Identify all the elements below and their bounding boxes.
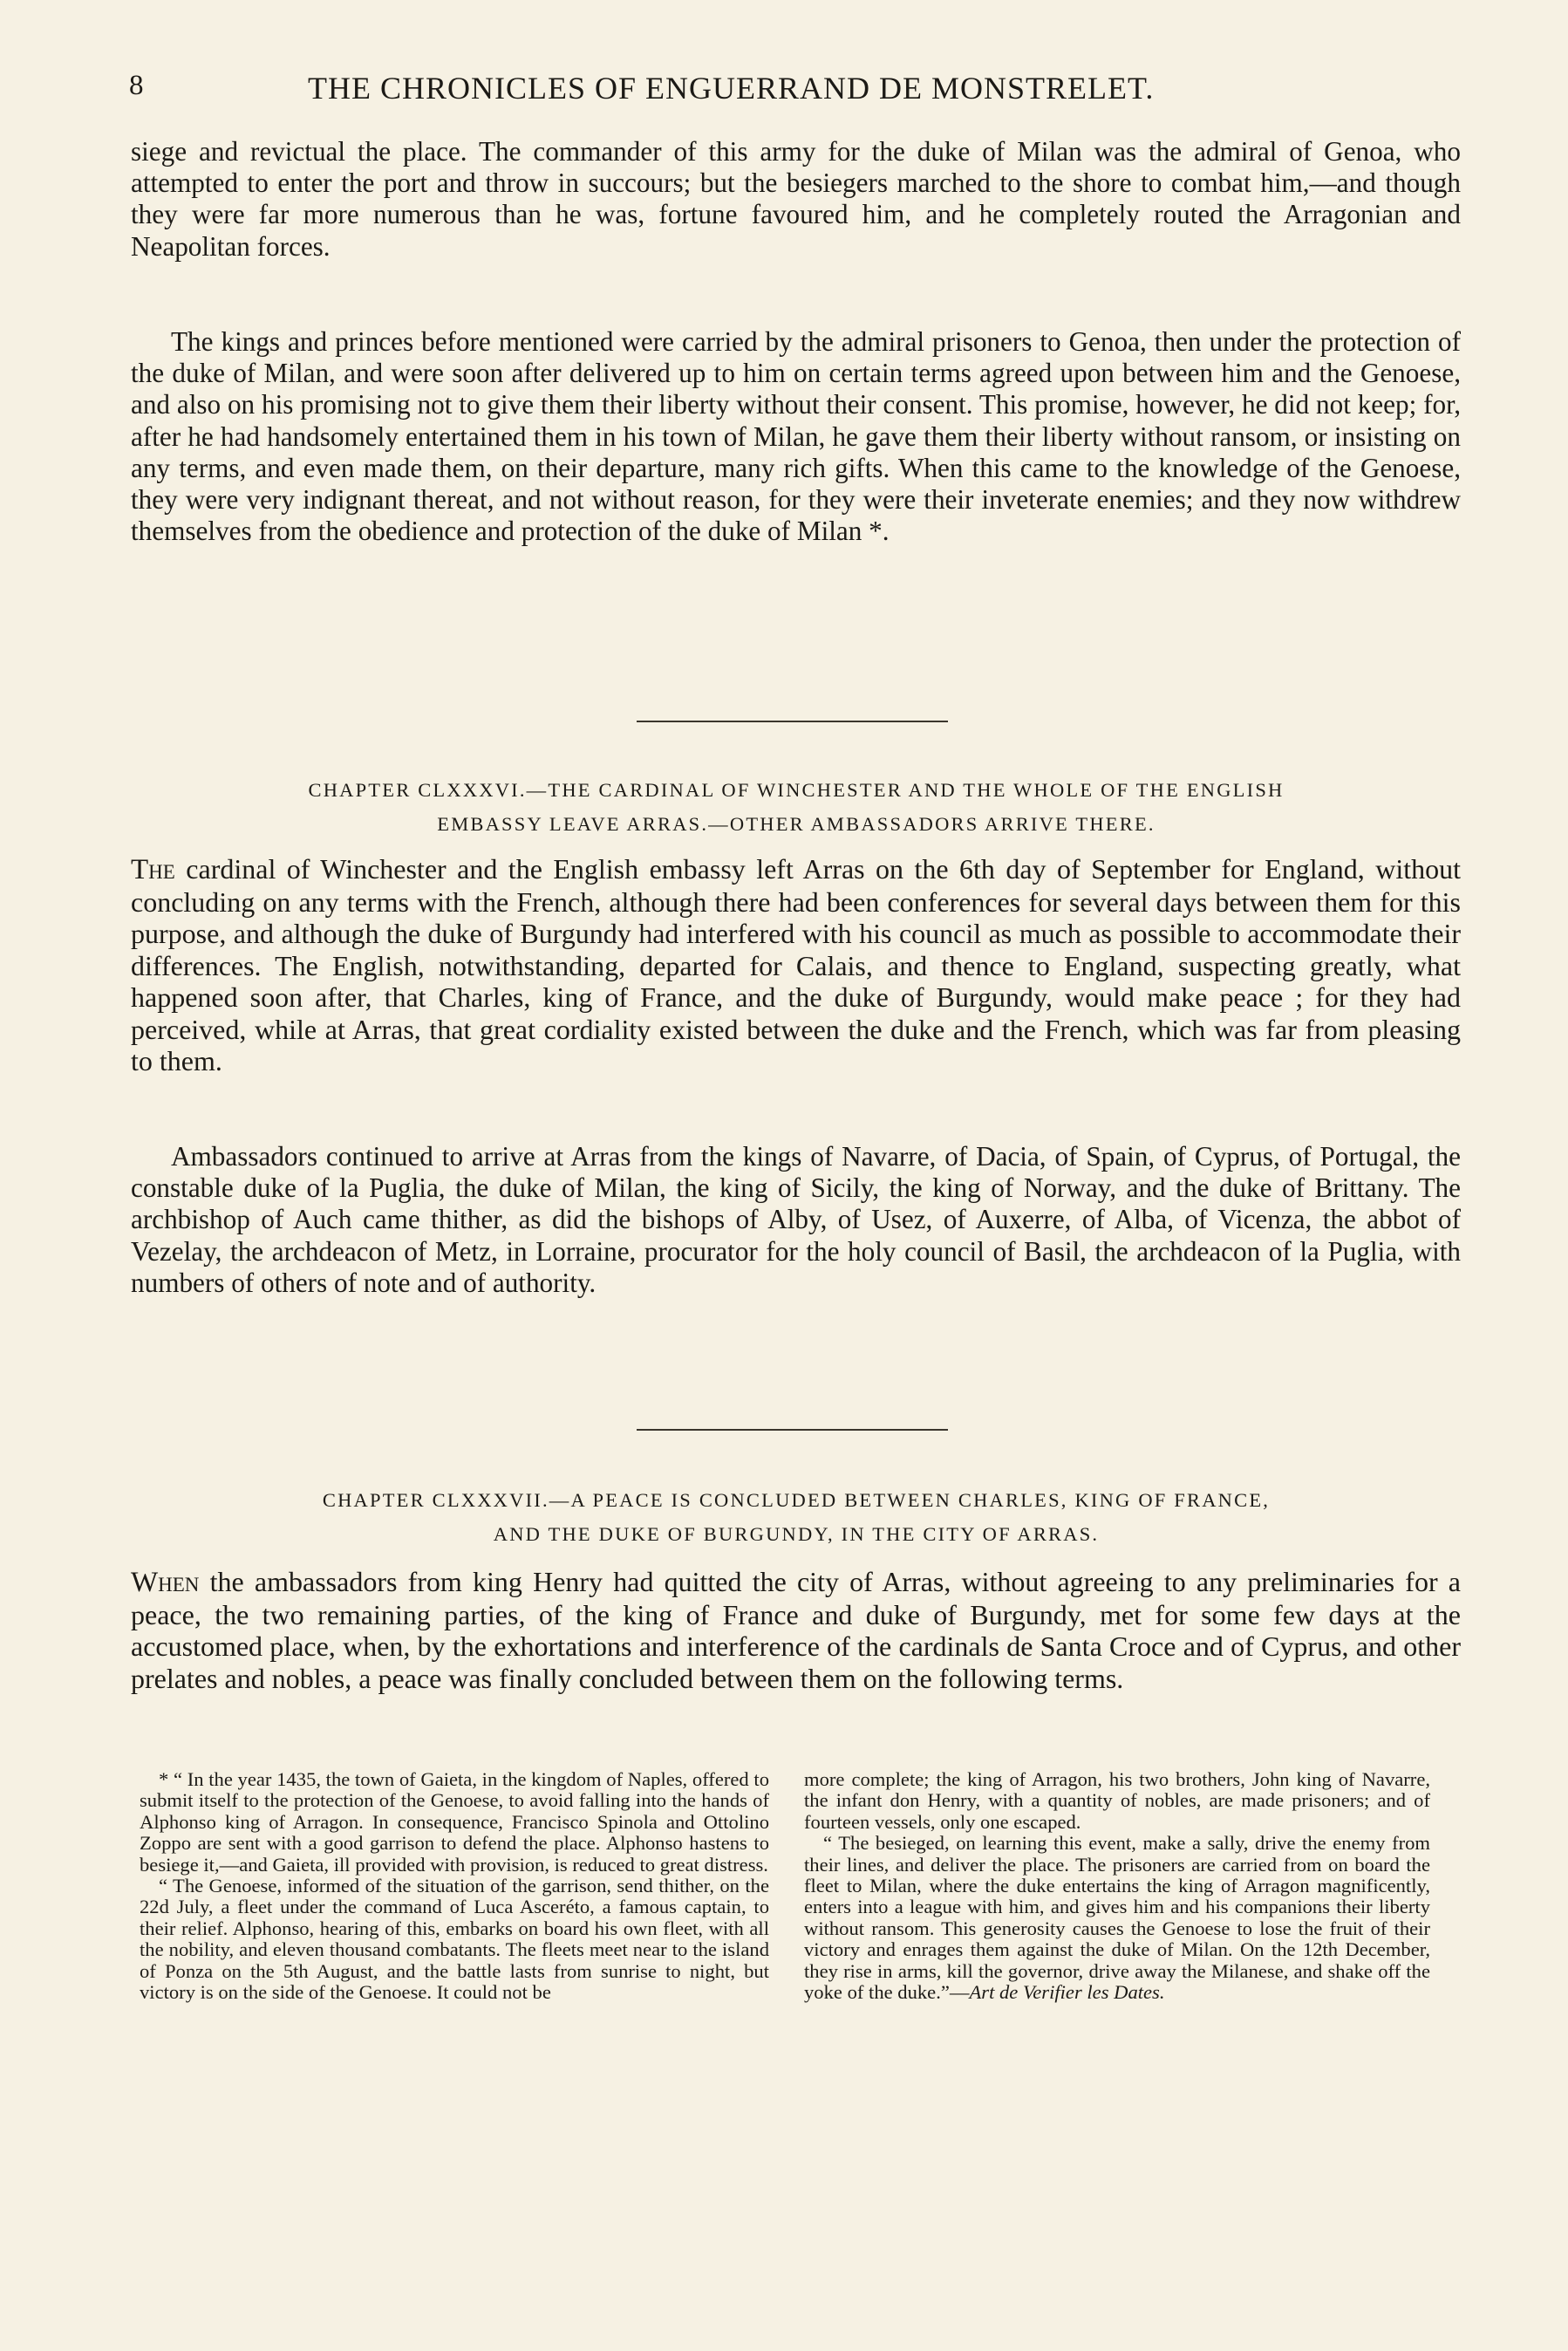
footnote-paragraph: “ The besieged, on learning this event, make a sally, drive the enemy from their lines, and deliver the place. The prisoners are carried from on board the fleet to Milan, where the duke entertains the king of Arragon magnificently, enters into a league with him, and gives him and his companions their liberty without ransom. This generosity causes the Genoese to lose the fruit of their victory and enrages them against the duke of Milan. On the 12th December, they rise in arms, kill the governor, drive away the Milanese, and shake off the yoke of the duke.”—Art de Verifier les Dates. bbox=[804, 1832, 1430, 2004]
chapter-heading-187 bbox=[129, 1483, 1463, 1551]
chapter-187-paragraph: When the ambassadors from king Henry had quitted the city of Arras, without agreeing to any preliminaries for a peace, the two remaining parties, of the king of France and duke of Burgundy, met for some few days at the accustomed place, when, by the exhortations and interference of the cardinals de Santa Croce and of Cyprus, and other prelates and nobles, a peace was finally concluded between them on the following terms. bbox=[131, 1566, 1462, 1694]
footnote-paragraph: * “ In the year 1435, the town of Gaieta, in the kingdom of Naples, offered to submit itself to the protection of the Genoese, to avoid falling into the hands of Alphonso king of Arragon. In consequence, Francisco Spinola and Ottolino Zoppo are sent with a good garrison to defend the place. Alphonso hastens to besiege it,—and Gaieta, ill provided with provision, is reduced to great distress. bbox=[140, 1768, 769, 1876]
chapter-heading-line: CHAPTER CLXXXVI.—THE CARDINAL OF WINCHESTER AND THE WHOLE OF THE ENGLISH bbox=[308, 779, 1285, 801]
section-divider bbox=[637, 1429, 948, 1431]
footnote-column-left bbox=[140, 1769, 769, 2003]
footnotes bbox=[140, 1769, 1461, 2205]
footnote-paragraph: “ The Genoese, informed of the situation of the garrison, send thither, on the 22d July, a fleet under the command of Luca Asceréto, a famous captain, to their relief. Alphonso, hearing of this, embarks on board his own fleet, with all the nobility, and eleven thousand combatants. The fleets meet near to the island of Ponza on the 5th August, and the battle lasts from sunrise to night, but victory is on the side of the Genoese. It could not be bbox=[140, 1875, 769, 2004]
continuation-paragraph: siege and revictual the place. The commander of this army for the duke of Milan was the admiral of Genoa, who attempted to enter the port and throw in succours; but the besiegers marched to the shore to combat him,—and though they were far more numerous than he was, fortune favoured him, and he completely routed the Arragonian and Neapolitan forces. bbox=[131, 136, 1461, 262]
chapter-heading-line: EMBASSY LEAVE ARRAS.—OTHER AMBASSADORS ARRIVE THERE. bbox=[437, 813, 1156, 835]
page-number: 8 bbox=[129, 70, 144, 101]
footnote-column-right bbox=[804, 1769, 1430, 2003]
chapter-heading-line: CHAPTER CLXXXVII.—A PEACE IS CONCLUDED BETWEEN CHARLES, KING OF FRANCE, bbox=[322, 1489, 1271, 1511]
footnote-citation: Art de Verifier les Dates. bbox=[969, 1981, 1165, 2004]
chapter-heading-line: AND THE DUKE OF BURGUNDY, IN THE CITY OF ARRAS. bbox=[493, 1523, 1100, 1545]
chapter-heading-186 bbox=[129, 773, 1463, 841]
page-header bbox=[129, 70, 1463, 115]
lead-word: The bbox=[131, 854, 175, 885]
lead-word: When bbox=[131, 1567, 200, 1598]
chapter-186-paragraph: Ambassadors continued to arrive at Arras from the kings of Navarre, of Dacia, of Spain, of Cyprus, of Portugal, the constable duke of la Puglia, the duke of Milan, the king of Sicily, the king of Norway, and the duke of Brittany. The archbishop of Auch came thither, as did the bishops of Alby, of Usez, of Auxerre, of Alba, of Vicenza, the abbot of Vezelay, the archdeacon of Metz, in Lorraine, procurator for the holy council of Basil, the archdeacon of la Puglia, with numbers of others of note and of authority. bbox=[131, 1141, 1461, 1298]
section-divider bbox=[637, 721, 948, 722]
continuation-paragraph: The kings and princes before mentioned were carried by the admiral prisoners to Genoa, then under the protection of the duke of Milan, and were soon after delivered up to him on certain terms agreed upon between him and the Genoese, and also on his promising not to give them their liberty without their consent. This promise, however, he did not keep; for, after he had handsomely entertained them in his town of Milan, he gave them their liberty without ransom, or insisting on any terms, and even made them, on their departure, many rich gifts. When this came to the knowledge of the Genoese, they were very indignant thereat, and not without reason, for they were their inveterate enemies; and they now withdrew themselves from the obedience and protection of the duke of Milan *. bbox=[131, 326, 1461, 547]
footnote-paragraph: more complete; the king of Arragon, his two brothers, John king of Navarre, the infant don Henry, with a quantity of nobles, are made prisoners; and of fourteen vessels, only one escaped. bbox=[804, 1768, 1430, 1833]
running-title: THE CHRONICLES OF ENGUERRAND DE MONSTRELET. bbox=[308, 71, 1155, 106]
chapter-186-paragraph: The cardinal of Winchester and the English embassy left Arras on the 6th day of September for England, without concluding on any terms with the French, although there had been conferences for several days between them for this purpose, and although the duke of Burgundy had interfered with his council as much as possible to accommodate their differences. The English, notwithstanding, departed for Calais, and thence to England, suspecting greatly, what happened soon after, that Charles, king of France, and the duke of Burgundy, would make peace ; for they had perceived, while at Arras, that great cordiality existed between the duke and the French, which was far from pleasing to them. bbox=[131, 853, 1462, 1076]
